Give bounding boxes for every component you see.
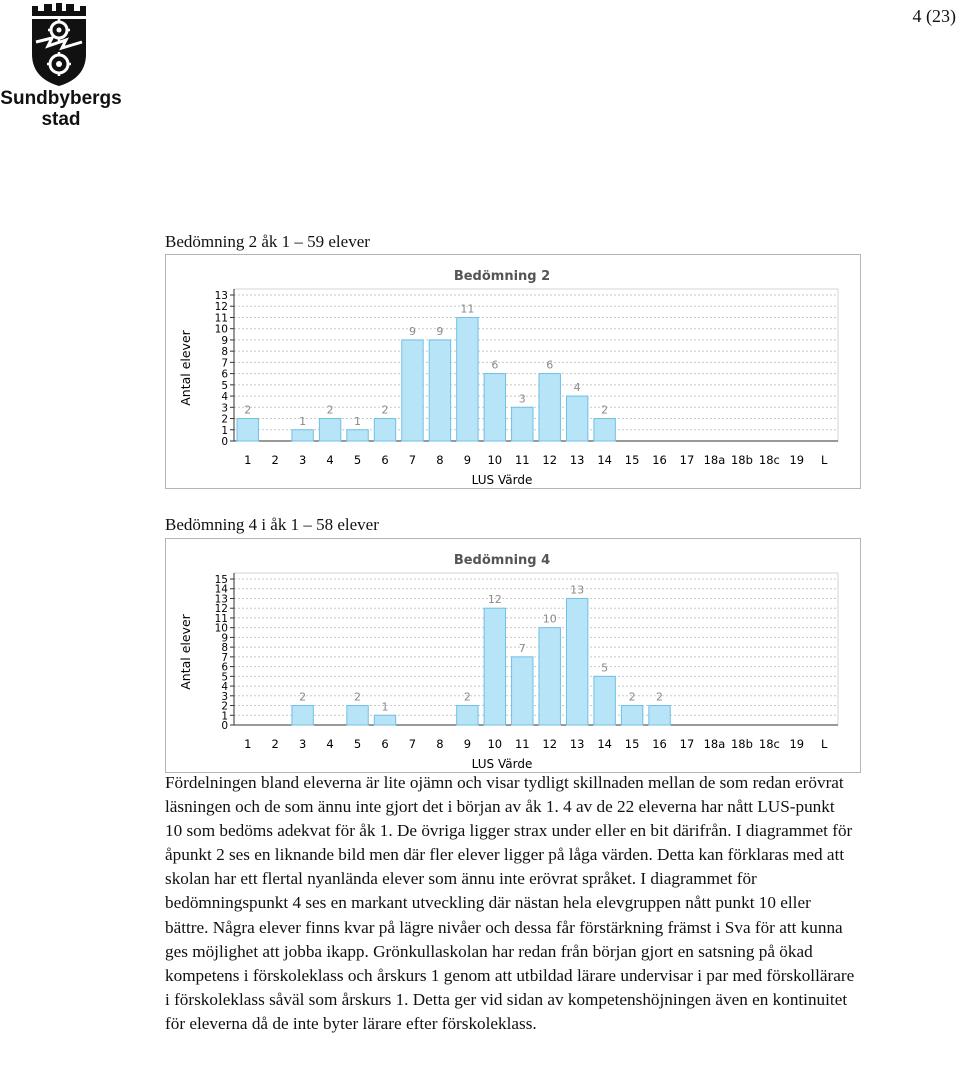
x-tick-label: 4 bbox=[326, 737, 334, 751]
page-number: 4 (23) bbox=[912, 6, 956, 26]
bar bbox=[374, 419, 395, 441]
bar bbox=[539, 628, 560, 725]
y-tick-label: 6 bbox=[221, 368, 228, 381]
bar bbox=[649, 706, 670, 725]
y-tick-label: 2 bbox=[221, 700, 228, 713]
bar bbox=[374, 715, 395, 725]
y-tick-label: 9 bbox=[221, 334, 228, 347]
bar bbox=[512, 657, 533, 725]
bar-value-label: 2 bbox=[326, 403, 334, 417]
bar-value-label: 2 bbox=[299, 690, 307, 704]
x-tick-label: 11 bbox=[514, 737, 530, 751]
y-tick-label: 11 bbox=[214, 312, 228, 325]
y-tick-label: 10 bbox=[214, 622, 228, 635]
y-tick-label: 15 bbox=[214, 574, 228, 586]
coat-of-arms-icon bbox=[28, 2, 90, 88]
x-tick-label: 2 bbox=[271, 453, 279, 467]
bar-value-label: 2 bbox=[601, 403, 609, 417]
y-tick-label: 8 bbox=[221, 346, 228, 359]
y-tick-label: 7 bbox=[221, 651, 228, 664]
body-paragraph: Fördelningen bland eleverna är lite ojämn och visar tydligt skillnaden mellan de som redan erövrat läsningen och de som ännu inte gjort det i början av åk 1. 4 av de 22 eleverna har nått LUS-punkt 10 som bedöms adekvat för åk 1. De övriga ligger strax under eller en bit därifrån. I diagrammet för åpunkt 2 ses en liknande bild men där fler elever ligger på låga värden. Detta kan förklaras med att skolan har ett flertal nyanlända elever som ännu inte erövrat språket. I diagrammet för bedömningspunkt 4 ses en markant utveckling där nästan hela elevgruppen nått punkt 10 eller bättre. Några elever finns kvar på lägre nivåer och dessa får förstärkning främst i Sva för att kunna ges möjlighet att jobba ikapp. Grönkullaskolan har redan från början gjort en satsning på ökad kompetens i förskoleklass och årskurs 1 genom att utbildad lärare undervisar i par med förskollärare i förskoleklass såväl som årskurs 1. Detta ger vid sidan av kompetenshöjningen även en kontinuitet för eleverna då de inte byter lärare efter förskoleklass. bbox=[165, 773, 855, 1033]
y-tick-label: 14 bbox=[214, 583, 228, 596]
x-tick-label: 6 bbox=[381, 737, 389, 751]
bar-value-label: 11 bbox=[460, 302, 475, 316]
x-tick-label: 6 bbox=[381, 453, 389, 467]
x-axis-label: LUS Värde bbox=[471, 757, 533, 771]
x-tick-label: 13 bbox=[569, 737, 585, 751]
x-tick-label: 12 bbox=[542, 737, 558, 751]
plot-area bbox=[234, 573, 838, 725]
x-tick-label: 8 bbox=[436, 453, 444, 467]
y-tick-label: 0 bbox=[221, 436, 228, 448]
y-tick-label: 11 bbox=[214, 612, 228, 625]
chart-title: Bedömning 4 bbox=[453, 553, 551, 568]
chart-caption-2: Bedömning 4 i åk 1 – 58 elever bbox=[165, 515, 379, 534]
x-tick-label: 14 bbox=[597, 453, 612, 467]
x-tick-label: 7 bbox=[408, 737, 417, 751]
bar-value-label: 2 bbox=[244, 403, 252, 417]
x-tick-label: 5 bbox=[353, 453, 362, 467]
bar-value-label: 2 bbox=[354, 690, 362, 704]
bar-chart-bedomning-2 bbox=[166, 255, 860, 488]
x-tick-label: 5 bbox=[353, 737, 362, 751]
bar-value-label: 9 bbox=[408, 324, 416, 338]
x-tick-label: 10 bbox=[487, 453, 503, 467]
bar-value-label: 2 bbox=[656, 690, 664, 704]
bar bbox=[512, 407, 533, 441]
y-tick-label: 10 bbox=[214, 323, 228, 336]
logo-line-1: Sundbybergs bbox=[0, 88, 122, 109]
bar-chart-bedomning-4 bbox=[166, 539, 860, 772]
x-tick-label: 13 bbox=[569, 453, 585, 467]
bar-value-label: 7 bbox=[518, 641, 526, 655]
chart-title: Bedömning 2 bbox=[453, 269, 551, 284]
x-tick-label: 4 bbox=[326, 453, 334, 467]
bar bbox=[292, 706, 313, 725]
x-tick-label: 19 bbox=[789, 737, 805, 751]
x-tick-label: 3 bbox=[298, 453, 307, 467]
y-axis-label: Antal elever bbox=[178, 614, 193, 690]
y-tick-label: 2 bbox=[221, 413, 228, 426]
y-tick-label: 4 bbox=[221, 681, 228, 694]
x-tick-label: 15 bbox=[624, 453, 640, 467]
bar bbox=[292, 430, 313, 441]
y-tick-label: 13 bbox=[214, 593, 228, 606]
bar bbox=[457, 317, 478, 441]
chart-caption-1: Bedömning 2 åk 1 – 59 elever bbox=[165, 232, 370, 251]
bar-value-label: 4 bbox=[573, 381, 581, 395]
y-tick-label: 1 bbox=[221, 710, 228, 723]
x-tick-label: L bbox=[821, 737, 828, 751]
bar-value-label: 5 bbox=[601, 661, 609, 675]
bar bbox=[566, 598, 587, 725]
y-tick-label: 0 bbox=[221, 720, 228, 732]
y-tick-label: 1 bbox=[221, 424, 228, 437]
logo-wordmark bbox=[0, 88, 122, 130]
y-tick-label: 9 bbox=[221, 632, 228, 645]
bar bbox=[539, 374, 560, 441]
bar bbox=[237, 419, 258, 441]
logo-line-2: stad bbox=[41, 109, 81, 130]
bar-value-label: 6 bbox=[491, 358, 499, 372]
x-tick-label: 18b bbox=[730, 737, 753, 751]
bar-value-label: 10 bbox=[542, 612, 557, 626]
x-tick-label: 18b bbox=[730, 453, 753, 467]
bar-value-label: 1 bbox=[299, 414, 307, 428]
bar-value-label: 9 bbox=[436, 324, 444, 338]
chart-panel-1 bbox=[165, 254, 861, 489]
y-tick-label: 8 bbox=[221, 642, 228, 655]
y-tick-label: 6 bbox=[221, 661, 228, 674]
x-axis-label: LUS Värde bbox=[471, 473, 533, 487]
bar bbox=[484, 374, 505, 441]
x-tick-label: 17 bbox=[679, 737, 695, 751]
y-tick-label: 3 bbox=[221, 402, 228, 415]
bar bbox=[484, 608, 505, 725]
x-tick-label: L bbox=[821, 453, 828, 467]
x-tick-label: 8 bbox=[436, 737, 444, 751]
x-tick-label: 10 bbox=[487, 737, 503, 751]
bar-value-label: 2 bbox=[381, 403, 389, 417]
bar-value-label: 2 bbox=[628, 690, 636, 704]
y-tick-label: 13 bbox=[214, 290, 228, 302]
sundbyberg-logo bbox=[0, 0, 125, 135]
y-tick-label: 5 bbox=[221, 671, 228, 684]
bar bbox=[621, 706, 642, 725]
x-tick-label: 18a bbox=[703, 737, 726, 751]
bar bbox=[347, 430, 368, 441]
x-tick-label: 14 bbox=[597, 737, 612, 751]
x-tick-label: 1 bbox=[244, 737, 252, 751]
bar bbox=[347, 706, 368, 725]
x-tick-label: 9 bbox=[463, 737, 472, 751]
x-tick-label: 11 bbox=[514, 453, 530, 467]
bar-value-label: 2 bbox=[463, 690, 471, 704]
bar-value-label: 13 bbox=[570, 583, 585, 597]
bar bbox=[594, 419, 615, 441]
y-axis-label: Antal elever bbox=[178, 330, 193, 406]
bar-value-label: 1 bbox=[381, 700, 389, 714]
y-tick-label: 5 bbox=[221, 379, 228, 392]
x-tick-label: 16 bbox=[652, 453, 667, 467]
bar bbox=[566, 396, 587, 441]
bar-value-label: 12 bbox=[487, 593, 502, 607]
x-tick-label: 18c bbox=[758, 737, 780, 751]
bar-value-label: 3 bbox=[518, 392, 526, 406]
x-tick-label: 12 bbox=[542, 453, 558, 467]
x-tick-label: 1 bbox=[244, 453, 252, 467]
x-tick-label: 3 bbox=[298, 737, 307, 751]
bar-value-label: 6 bbox=[546, 358, 554, 372]
x-tick-label: 9 bbox=[463, 453, 472, 467]
y-tick-label: 12 bbox=[214, 301, 228, 314]
bar bbox=[429, 340, 450, 441]
chart-panel-2 bbox=[165, 538, 861, 773]
bar-value-label: 1 bbox=[354, 414, 362, 428]
x-tick-label: 18a bbox=[703, 453, 726, 467]
y-tick-label: 3 bbox=[221, 690, 228, 703]
x-tick-label: 18c bbox=[758, 453, 780, 467]
x-tick-label: 7 bbox=[408, 453, 417, 467]
y-tick-label: 12 bbox=[214, 603, 228, 616]
bar bbox=[594, 676, 615, 725]
bar bbox=[402, 340, 423, 441]
x-tick-label: 16 bbox=[652, 737, 667, 751]
x-tick-label: 15 bbox=[624, 737, 640, 751]
x-tick-label: 17 bbox=[679, 453, 695, 467]
y-tick-label: 4 bbox=[221, 391, 228, 404]
bar bbox=[319, 419, 340, 441]
y-tick-label: 7 bbox=[221, 357, 228, 370]
x-tick-label: 19 bbox=[789, 453, 805, 467]
bar bbox=[457, 706, 478, 725]
x-tick-label: 2 bbox=[271, 737, 279, 751]
